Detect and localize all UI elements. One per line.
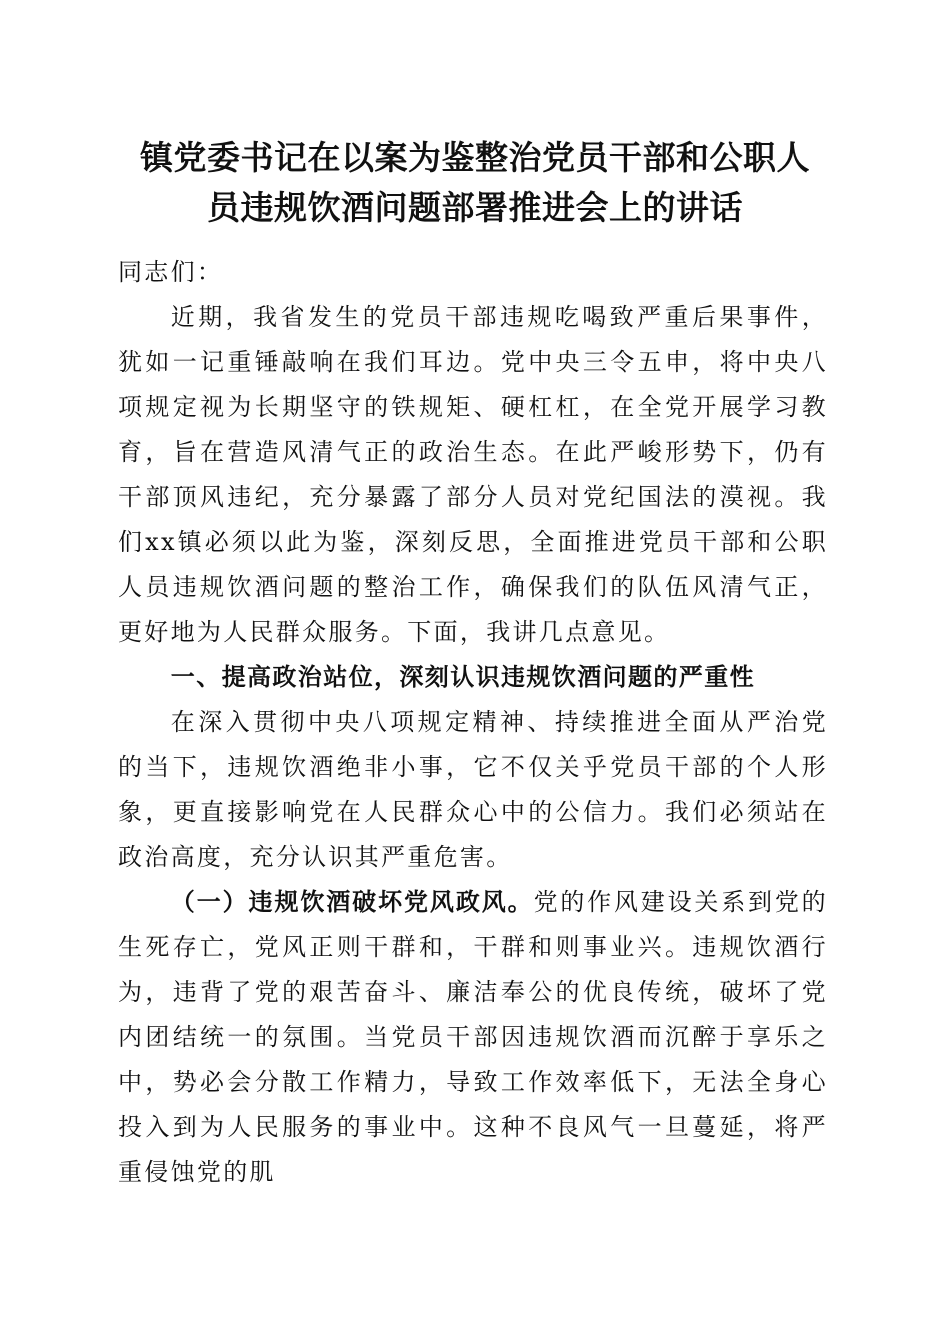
document-title — [100, 133, 850, 233]
title-line-1: 镇党委书记在以案为鉴整治党员干部和公职人 — [140, 138, 810, 177]
paragraph-section-1: 在深入贯彻中央八项规定精神、持续推进全面从严治党的当下，违规饮酒绝非小事，它不仅关乎党员干部的个人形象，更直接影响党在人民群众心中的公信力。我们必须站在政治高度，充分认识其严重危害。 — [118, 708, 828, 871]
paragraph-subsection-1 — [118, 880, 828, 1195]
document-body — [118, 250, 828, 1195]
paragraph-intro: 近期，我省发生的党员干部违规吃喝致严重后果事件，犹如一记重锤敲响在我们耳边。党中央三令五申，将中央八项规定视为长期坚守的铁规矩、硬杠杠，在全党开展学习教育，旨在营造风清气正的政治生态。在此严峻形势下，仍有干部顶风违纪，充分暴露了部分人员对党纪国法的漠视。我们xx镇必须以此为鉴，深刻反思，全面推进党员干部和公职人员违规饮酒问题的整治工作，确保我们的队伍风清气正，更好地为人民群众服务。下面，我讲几点意见。 — [118, 303, 828, 646]
subsection-heading-1: （一）违规饮酒破坏党风政风。 — [170, 888, 534, 916]
subsection-body-1: 党的作风建设关系到党的生死存亡，党风正则干群和，干群和则事业兴。违规饮酒行为，违背了党的艰苦奋斗、廉洁奉公的优良传统，破坏了党内团结统一的氛围。当党员干部因违规饮酒而沉醉于享乐之中，势必会分散工作精力，导致工作效率低下，无法全身心投入到为人民服务的事业中。这种不良风气一旦蔓延，将严重侵蚀党的肌 — [118, 888, 828, 1186]
salutation: 同志们： — [118, 258, 224, 286]
title-line-2: 员违规饮酒问题部署推进会上的讲话 — [207, 188, 743, 227]
section-heading-1: 一、提高政治站位，深刻认识违规饮酒问题的严重性 — [170, 663, 755, 691]
